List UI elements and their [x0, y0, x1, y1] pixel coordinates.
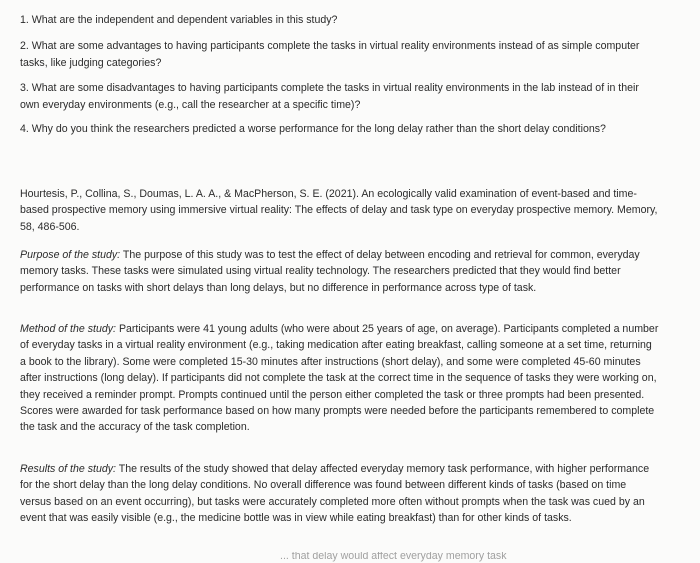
results-text: The results of the study showed that delay affected everyday memory task performance, with higher performance for the short delay than the long delay conditions. No overall difference was found between different kinds of tasks (based on time versus based on an event occurring), but tasks were accurately completed more often without prompts when the task was cued by an event that was easily visible (e.g., the medicine bottle was in view while eating breakfast) than for other kinds of tasks. [20, 463, 650, 525]
citation: Hourtesis, P., Collina, S., Doumas, L. A. A., & MacPherson, S. E. (2021). An ecologically valid examination of event-based and time-based prospective memory using immersive virtual reality: The effects of delay and task type on everyday prospective memory. Memory, 58, 486-506. [20, 188, 658, 233]
cutoff-line [0, 552, 700, 563]
results-paragraph [20, 461, 660, 527]
question-2: 2. What are some advantages to having participants complete the tasks in virtual reality environments instead of as simple computer tasks, like judging categories? [20, 40, 640, 69]
purpose-lead: Purpose of the study: [20, 249, 121, 261]
question-1: 1. What are the independent and dependent variables in this study? [20, 14, 338, 26]
cutoff-text: ... that delay would affect everyday memory task [280, 552, 507, 562]
results-lead: Results of the study: [20, 463, 116, 475]
purpose-text: The purpose of this study was to test the effect of delay between encoding and retrieval for common, everyday memory tasks. These tasks were simulated using virtual reality technology. The researchers predicted that they would find better performance on tasks with short delays than long delays, but no difference in performance across type of task. [20, 249, 640, 294]
purpose-paragraph [20, 247, 660, 296]
method-text: Participants were 41 young adults (who were about 25 years of age, on average). Participants completed a number of everyday tasks in a virtual reality environment (e.g., taking medication after eating breakfast, calling someone at a set time, returning a book to the library). Some were completed 15-30 minutes after instructions (short delay), and some were completed 45-60 minutes after instructions (long delay). If participants did not complete the task at the correct time in the sequence of tasks they were working on, they received a reminder prompt. Prompts continued until the person either completed the task or three prompts had been presented. Scores were awarded for task performance based on how many prompts were needed before the participants remembered to complete the task and the accuracy of the task completion. [20, 323, 659, 434]
method-lead: Method of the study: [20, 323, 116, 335]
question-4: 4. Why do you think the researchers predicted a worse performance for the long delay rather than the short delay conditions? [20, 123, 606, 135]
question-3: 3. What are some disadvantages to having participants complete the tasks in virtual reality environments in the lab instead of in their own everyday environments (e.g., call the researcher at a specific time)? [20, 82, 639, 111]
method-paragraph [20, 321, 660, 436]
